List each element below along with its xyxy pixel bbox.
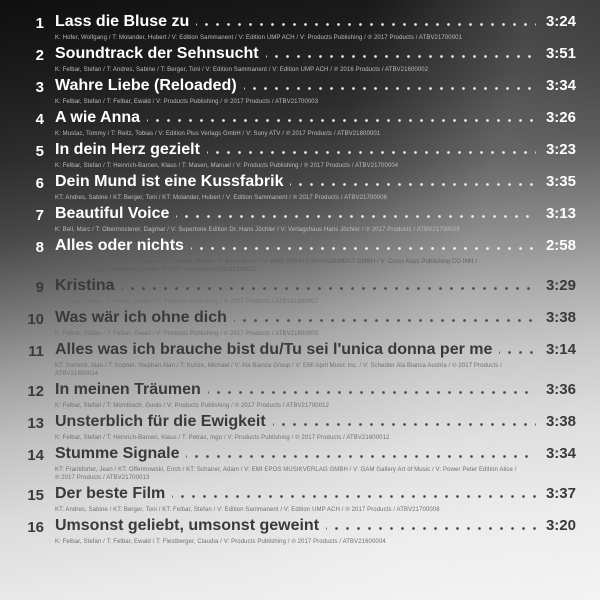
dot-leader — [234, 309, 536, 330]
track-body — [55, 277, 576, 306]
track-body — [55, 13, 576, 42]
track-title: Beautiful Voice — [55, 205, 170, 222]
track-title: Alles was ich brauche bist du/Tu sei l'unica donna per me — [55, 341, 493, 358]
track-duration: 2:58 — [545, 237, 576, 254]
track-title-line — [55, 413, 576, 434]
track-duration: 3:29 — [545, 277, 576, 294]
track-title-line — [55, 141, 576, 162]
track-credits — [55, 298, 576, 306]
dot-leader — [186, 445, 535, 466]
track-number: 15 — [27, 487, 44, 504]
track-title-line — [55, 309, 576, 330]
track-number: 11 — [28, 343, 44, 360]
track-row — [20, 517, 576, 546]
track-title: Umsonst geliebt, umsonst geweint — [55, 517, 320, 534]
track-credits — [55, 258, 576, 274]
track-row — [20, 237, 576, 274]
track-row — [20, 413, 576, 442]
track-credits — [55, 66, 576, 74]
credit-line: K: Bell, Marc / T: Obermosterer, Dagmar / V: Supertone Edition Dr. Hans Jöchler / V: Verlagshaus Hans Jöchler / ℗ 2017 Products / ATBV21700029 — [55, 227, 460, 233]
dot-leader — [273, 413, 536, 434]
track-title: In meinen Träumen — [55, 381, 201, 398]
track-title-line — [55, 237, 576, 258]
track-body — [55, 381, 576, 410]
track-row — [20, 205, 576, 234]
track-duration: 3:51 — [545, 45, 576, 62]
track-title: Was wär ich ohne dich — [55, 309, 227, 326]
track-duration: 3:13 — [545, 205, 576, 222]
track-number: 16 — [27, 519, 44, 536]
dot-leader — [207, 141, 536, 162]
track-title: Stumme Signale — [55, 445, 180, 462]
track-number: 4 — [35, 111, 44, 128]
track-credits — [55, 466, 576, 482]
track-title-line — [55, 205, 576, 226]
credit-line: K: Felbar, Stefan / T: Felbar, Ewald / T: Flestberger, Claudia / V: Products Publishing / ℗ 2017 Products / ATBV21600004 — [55, 539, 386, 545]
track-title: Dein Mund ist eine Kussfabrik — [55, 173, 284, 190]
credit-line: K: Hofer, Wolfgang / T: Molander, Hubert / V: Edition Sammanent / V: Edition UMP ACH / V: Products Publishing / ℗ 2017 Products / ATBV21700001 — [55, 35, 463, 41]
track-body — [55, 517, 576, 546]
track-duration: 3:34 — [545, 445, 576, 462]
dot-leader — [290, 173, 535, 194]
track-row — [20, 13, 576, 42]
credit-line: K: Felbar, Stefan / T: Felbar, Ewald / V: Products Publishing / ℗ 2017 Products / ATBV21700003 — [55, 99, 319, 105]
track-body — [55, 109, 576, 138]
track-number: 6 — [35, 175, 44, 192]
dot-leader — [191, 237, 536, 258]
track-title: Alles oder nichts — [55, 237, 184, 254]
track-row — [20, 45, 576, 74]
dot-leader — [176, 205, 536, 226]
track-title-line — [55, 381, 576, 402]
track-credits — [55, 226, 576, 234]
track-row — [20, 77, 576, 106]
track-duration: 3:36 — [545, 381, 576, 398]
track-number: 10 — [27, 311, 44, 328]
credit-line: K: Felbar, Stefan / T: Felbar, Ewald / V: Products Publishing / ℗ 2017 Products / ATBV21600003 — [55, 331, 319, 337]
credit-line: K: Mustac, Tommy / T: Reitz, Tobias / V: Edition Plus Verlags GmbH / V: Sony ATV / ℗ 2017 Products / ATBV21800001 — [55, 131, 381, 137]
track-credits — [55, 194, 576, 202]
track-number: 12 — [27, 383, 44, 400]
track-body — [55, 45, 576, 74]
track-row — [20, 109, 576, 138]
dot-leader — [499, 341, 536, 362]
track-duration: 3:38 — [545, 413, 576, 430]
track-number: 5 — [35, 143, 44, 160]
track-title: Der beste Film — [55, 485, 166, 502]
track-row — [20, 381, 576, 410]
track-body — [55, 205, 576, 234]
track-title-line — [55, 341, 576, 362]
track-title-line — [55, 485, 576, 506]
track-number: 3 — [35, 79, 44, 96]
track-row — [20, 173, 576, 202]
track-title-line — [55, 277, 576, 298]
track-title: Soundtrack der Sehnsucht — [55, 45, 259, 62]
dot-leader — [266, 45, 536, 66]
credit-line: K: Felbar, Stefan / T: Heinrich-Barcen, Klaus / T: Petras, Ingo / V: Products Publishing / ℗ 2017 Products / ATBV21600012 — [55, 435, 390, 441]
credit-line: V: Sony ATV Music Publishing GmbH / ℗ 2017 Products / ATBV21700011 — [55, 267, 257, 273]
track-title-line — [55, 45, 576, 66]
track-duration: 3:38 — [545, 309, 576, 326]
credit-line: KT: Frankfurter, Jean / KT: Offermowski, Erich / KT: Schairer, Adam / V: EMI EPOS MUSIKVERLAG GMBH / V: GAM Gallery Art of Music / V: Power Peter Edition Alice / — [55, 467, 517, 473]
track-duration: 3:26 — [545, 109, 576, 126]
track-body — [55, 309, 576, 338]
track-credits — [55, 538, 576, 546]
track-duration: 3:24 — [545, 13, 576, 30]
track-title: A wie Anna — [55, 109, 141, 126]
track-body — [55, 341, 576, 378]
track-duration: 3:37 — [545, 485, 576, 502]
track-row — [20, 341, 576, 378]
dot-leader — [172, 485, 536, 506]
track-row — [20, 309, 576, 338]
track-number: 7 — [35, 207, 44, 224]
track-title-line — [55, 173, 576, 194]
track-body — [55, 413, 576, 442]
track-credits — [55, 402, 576, 410]
credit-line: ATBV21600014 — [55, 371, 99, 377]
credit-line: K: Felbar, Stefan / T: Heinrich-Barcen, Klaus / T: Masen, Manuel / V: Products Publishing / ℗ 2017 Products / ATBV21700004 — [55, 163, 399, 169]
track-title-line — [55, 109, 576, 130]
track-row — [20, 485, 576, 514]
dot-leader — [196, 13, 536, 34]
track-row — [20, 277, 576, 306]
credit-line: KT: Andres, Sabine / KT: Berger, Toni / KT: Felbar, Stefan / V: Edition Sammanent / V: Edition UMP ACH / ℗ 2017 Products / ATBV21700008 — [55, 507, 440, 513]
track-number: 14 — [27, 447, 44, 464]
track-title: In dein Herz gezielt — [55, 141, 200, 158]
track-title-line — [55, 77, 576, 98]
dot-leader — [326, 517, 536, 538]
track-title: Wahre Liebe (Reloaded) — [55, 77, 237, 94]
credit-line: KT: Andres, Sabine / KT: Berger, Toni / KT: Molander, Hubert / V: Edition Sammanent / ℗ 2017 Products / ATBV21700006 — [55, 195, 388, 201]
track-row — [20, 445, 576, 482]
track-duration: 3:23 — [545, 141, 576, 158]
track-title-line — [55, 517, 576, 538]
track-credits — [55, 434, 576, 442]
track-duration: 3:34 — [545, 77, 576, 94]
track-number: 8 — [35, 239, 44, 256]
track-body — [55, 445, 576, 482]
dot-leader — [147, 109, 536, 130]
credit-line: KT: Anderson, Al / KT: Carter, Carlene / ST: Gerke, Walter / V: Bash Music / V: BMG RIGHTS MANAGEMENT GMBH / V: Cross Keys Publishing CO INN / — [55, 259, 477, 265]
track-body — [55, 77, 576, 106]
credit-line: K: Felbar, Stefan / T: Mombloch, Guido / V: Products Publishing / ℗ 2017 Products / ATBV21700012 — [55, 403, 330, 409]
track-row — [20, 141, 576, 170]
track-body — [55, 141, 576, 170]
track-body — [55, 485, 576, 514]
dot-leader — [208, 381, 536, 402]
track-credits — [55, 330, 576, 338]
track-duration: 3:14 — [545, 341, 576, 358]
track-duration: 3:35 — [545, 173, 576, 190]
track-number: 13 — [27, 415, 44, 432]
track-credits — [55, 34, 576, 42]
track-credits — [55, 506, 576, 514]
track-title-line — [55, 13, 576, 34]
track-number: 9 — [35, 279, 44, 296]
track-credits — [55, 130, 576, 138]
track-credits — [55, 98, 576, 106]
dot-leader — [244, 77, 536, 98]
credit-line: ℗ 2017 Products / ATBV21700013 — [55, 475, 150, 481]
credit-line: K: Felbar, Stefan / T: Felbar, Ewald / V: Products Publishing / ℗ 2017 Products / ATBV21600007 — [55, 299, 319, 305]
track-title: Lass die Bluse zu — [55, 13, 190, 30]
track-title: Unsterblich für die Ewigkeit — [55, 413, 266, 430]
track-number: 2 — [35, 47, 44, 64]
track-title-line — [55, 445, 576, 466]
track-credits — [55, 362, 576, 378]
track-credits — [55, 162, 576, 170]
dot-leader — [122, 277, 536, 298]
track-body — [55, 237, 576, 274]
credit-line: KT: Sorrenti, Alan / T: Kopner, Stephan Alan / T: Kunze, Michael / V: Ala Bianca Group / V: EMI April Music Inc. / V: Schedler Ala Bianca Austria / ℗ 2017 Products / — [55, 363, 502, 369]
track-duration: 3:20 — [545, 517, 576, 534]
track-title: Kristina — [55, 277, 115, 294]
credit-line: K: Felbar, Stefan / T: Andres, Sabine / T: Berger, Toni / V: Edition Sammanent / V: Edition UMP ACH / ℗ 2016 Products / ATBV21600002 — [55, 67, 429, 73]
track-number: 1 — [35, 15, 44, 32]
track-body — [55, 173, 576, 202]
